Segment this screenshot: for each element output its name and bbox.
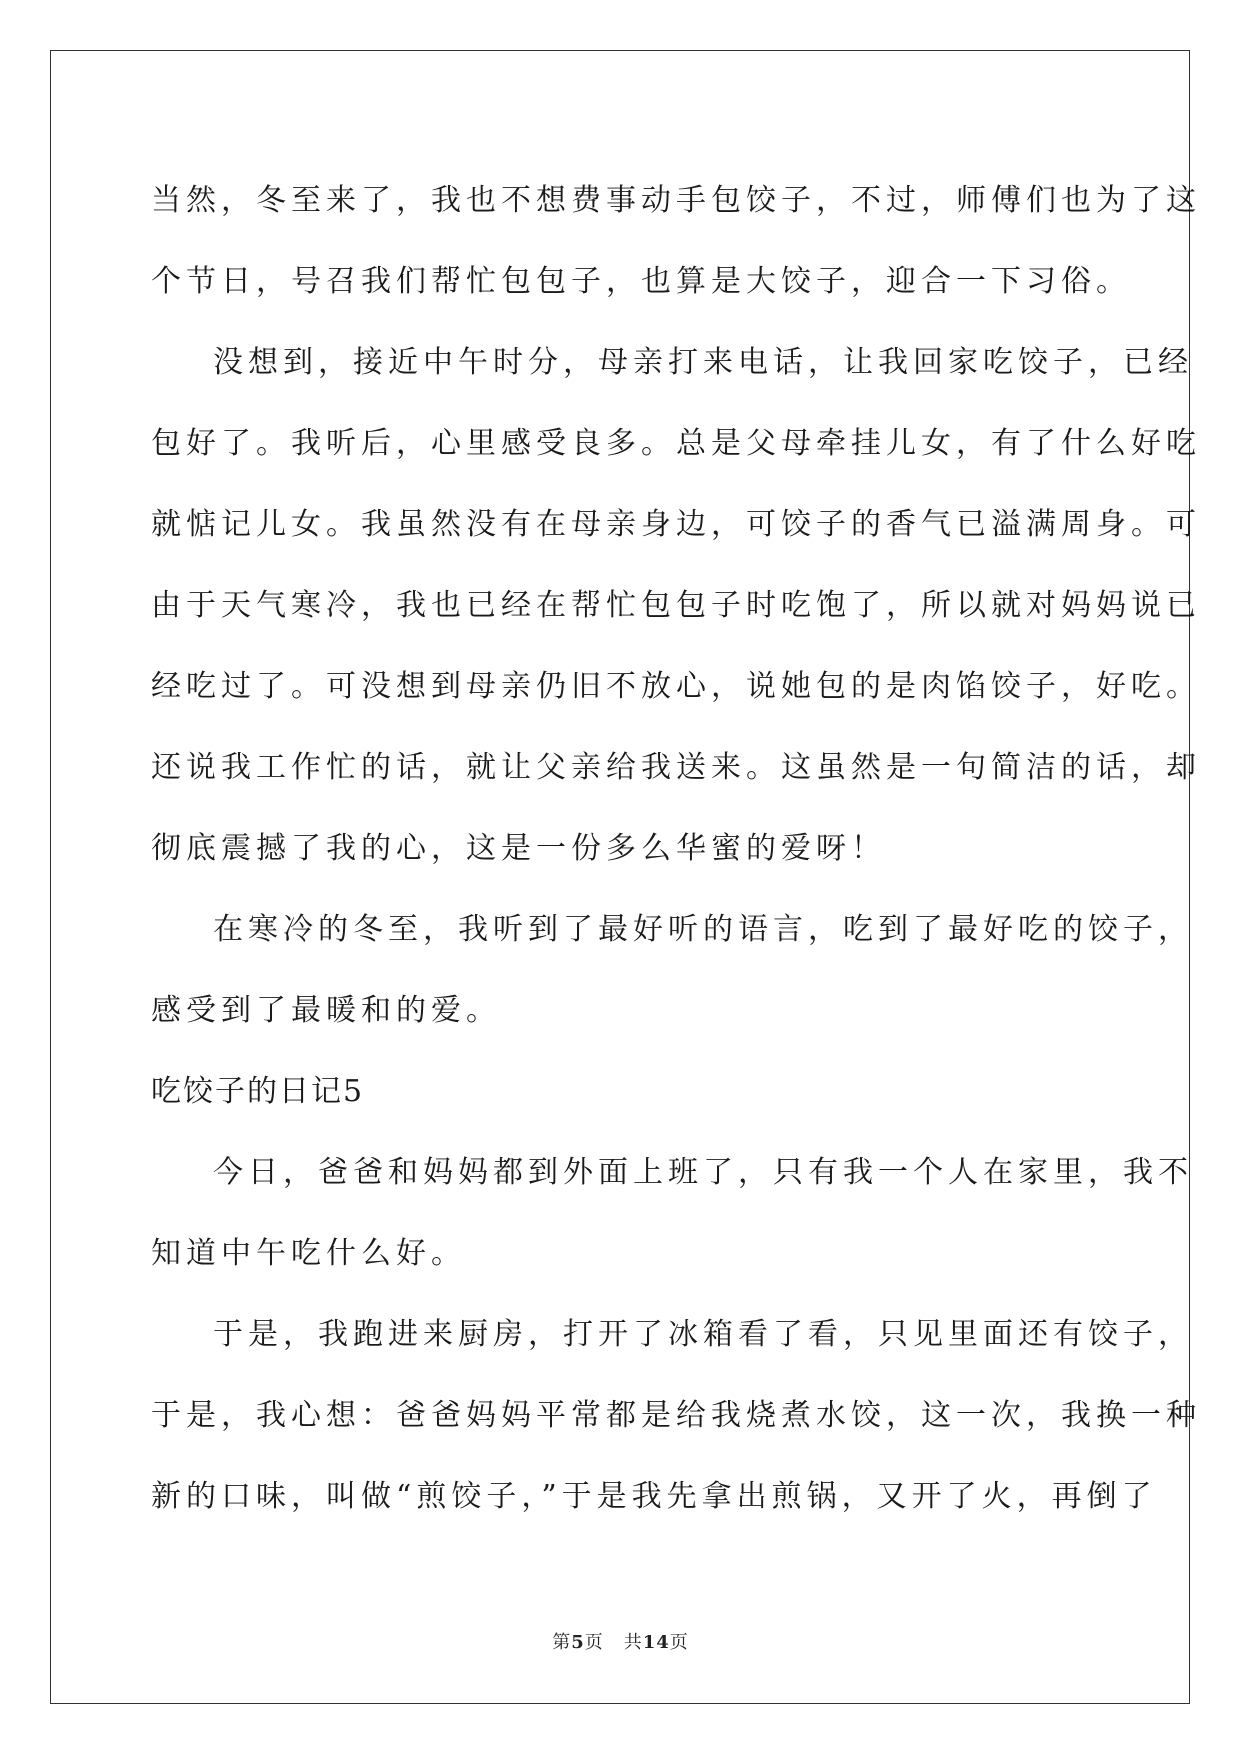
text-line: 包好了。我听后，心里感受良多。总是父母牵挂儿女，有了什么好吃 [151,426,1201,461]
text-line: 由于天气寒冷，我也已经在帮忙包包子时吃饱了，所以就对妈妈说已 [151,588,1201,623]
text-line: 知道中午吃什么好。 [151,1236,466,1271]
total-prefix: 共 [623,1632,643,1653]
page-prefix: 第 [552,1632,572,1653]
text-line: 新的口味，叫做“煎饺子，”于是我先拿出煎锅，又开了火，再倒了 [151,1479,1157,1514]
text-line: 个节日，号召我们帮忙包包子，也算是大饺子，迎合一下习俗。 [151,264,1131,299]
total-suffix: 页 [669,1632,689,1653]
text-line: 今日，爸爸和妈妈都到外面上班了，只有我一个人在家里，我不 [213,1155,1193,1190]
text-line: 彻底震撼了我的心，这是一份多么华蜜的爱呀！ [151,831,886,866]
page-suffix: 页 [584,1632,604,1653]
text-line: 感受到了最暖和的爱。 [151,993,501,1028]
paragraph-5 [151,1294,1201,1537]
section-heading: 吃饺子的日记5 [151,1074,365,1109]
page-total-number: 14 [642,1632,670,1653]
paragraph-2 [151,322,1201,889]
text-line: 于是，我跑进来厨房，打开了冰箱看了看，只见里面还有饺子， [213,1317,1193,1352]
paragraph-3 [151,889,1193,1051]
page-footer [0,1628,1241,1654]
text-line: 在寒冷的冬至，我听到了最好听的语言，吃到了最好吃的饺子， [213,912,1193,947]
text-line: 还说我工作忙的话，就让父亲给我送来。这虽然是一句简洁的话，却 [151,750,1201,785]
text-line: 于是，我心想：爸爸妈妈平常都是给我烧煮水饺，这一次，我换一种 [151,1398,1201,1433]
text-line: 就惦记儿女。我虽然没有在母亲身边，可饺子的香气已溢满周身。可 [151,507,1201,542]
text-line: 经吃过了。可没想到母亲仍旧不放心，说她包的是肉馅饺子，好吃。 [151,669,1201,704]
paragraph-4 [151,1132,1193,1294]
document-body [151,160,1201,1537]
text-line: 当然，冬至来了，我也不想费事动手包饺子，不过，师傅们也为了这 [151,183,1201,218]
text-line: 没想到，接近中午时分，母亲打来电话，让我回家吃饺子，已经 [213,345,1193,380]
page-current-number: 5 [571,1632,585,1653]
paragraph-1 [151,160,1201,322]
